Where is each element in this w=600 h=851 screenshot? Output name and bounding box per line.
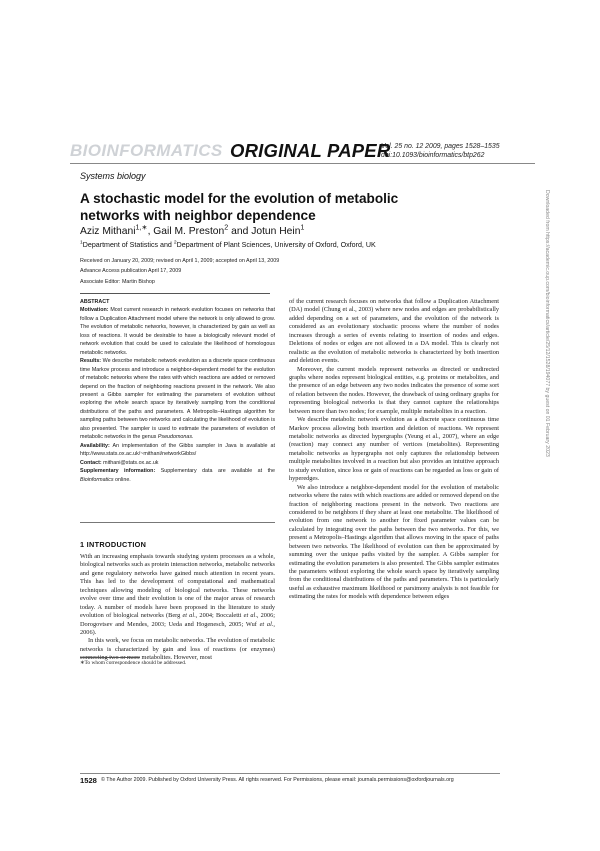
right-paragraph-4: We also introduce a neighbor-dependent model for the evolution of metabolic networks where the rates with which reactions are added or removed depend on the fraction of neighboring reactions present in the network. Two reactions are considered to be neighbors if they share at least one metabolite. The likelihood of evolution from one network to another for fixed parameter values can be calculated by integrating over the paths between the two networks. For this, we present a Metropolis–Hastings algorithm that allows moving in the space of paths between two networks. The likelihood of evolution can then be approximated by summing over the unique paths visited by the sampler. A Gibbs sampler for estimating the evolution parameters is also presented. The Gibbs sampler estimates the parameters without exploring the whole search space by iteratively sampling from the conditional distributions of the paths and parameters. This is particularly useful as exhaustive maximum likelihood or parsimony analysis is not feasible for estimating the rates for models with dependence between edges [289,483,499,601]
doi-line[interactable]: doi:10.1093/bioinformatics/btp262 [381,152,485,159]
affil-2: Department of Plant Sciences, University of Oxford, Oxford, UK [176,241,376,249]
intro-p1a: With an increasing emphasis towards studying system processes as a whole, biological networks such as protein interaction networks, metabolic networks and gene regulatory networks have gained much attention in recent years. This has led to the development of computational and mathematical techniques allowing modeling of biological networks. These networks evolve over time and their evolution is one of the major areas of research today. A number of models have been proposed in the literature to study evolution of biological networks (Berg [80,553,275,620]
right-column [289,298,499,602]
etal-2: et al [243,612,256,620]
contact-email[interactable]: mithani@stats.ox.ac.uk [101,459,159,466]
advance-access: Advance Access publication April 17, 2009 [80,268,182,275]
volume-line: Vol. 25 no. 12 2009, pages 1528–1535 [381,143,500,150]
abstract-motivation [80,306,275,357]
supp-label: Supplementary information: [80,468,156,475]
intro-paragraph-2: In this work, we focus on metabolic networks. The evolution of metabolic networks is characterized by gain and loss of reactions (or enzymes) connecting two or more metabolites. However, most [80,637,275,662]
author-list [80,222,305,237]
volume-info [381,142,500,160]
right-paragraph-1: of the current research focuses on networks that follow a Duplication Attachment (DA) model (Chung et al., 2003) where new nodes and edges are probabilistically added depending on a set of parameters, and the evolution of the network is considered as an evolutionary stochastic process where the number of nodes increases through a series of events relating to insertion of nodes and edges. Deletions of nodes or edges are not allowed in a DA model. This is clearly not realistic as the evolution of metabolic networks is characterized by both insertion and deletion events. [289,298,499,365]
abstract-bottom-rule [80,522,275,523]
supp-journal: Bioinformatics [80,476,114,483]
right-paragraph-3: We describe metabolic network evolution as a discrete space continuous time Markov process allowing both insertion and deletion of reactions. We represent metabolic networks as directed hypergraphs (Yeung et al., 2007), where an edge (reaction) may connect any number of vertices (metabolites). Representing metabolic networks as hypergraphs not only captures the relationship between multiple metabolites involved in a reaction but also provides an intuitive approach to study evolution, since loss or gain of reactions can be regarded as loss or gain of hyperedges. [289,416,499,483]
affiliations [80,241,376,249]
abstract-results [80,357,275,442]
etal-1: et al [182,612,195,620]
download-watermark-text: Downloaded from https://academic.oup.com/bioinformatics/article/25/12/1528/194077 by guest on 01 February 2023 [544,190,550,457]
results-label: Results: [80,358,102,365]
author-3[interactable]: Jotun Hein [251,226,301,237]
results-end: . [192,434,194,441]
author-1-affil: 1,∗ [135,222,148,232]
abstract-availability [80,442,275,459]
abstract-supplementary [80,467,275,484]
abstract-top-rule [80,293,270,294]
affil-2-mark: 2 [173,240,177,246]
copyright-line: © The Author 2009. Published by Oxford University Press. All rights reserved. For Permissions, please email: journals.permissions@oxfordjournals.org [101,777,454,783]
affil-1-mark: 1 [80,240,83,246]
affil-1: Department of Statistics and [82,241,174,249]
intro-heading: 1 INTRODUCTION [80,540,147,549]
abstract-contact [80,459,275,467]
received-dates: Received on January 20, 2009; revised on April 1, 2009; accepted on April 13, 2009 [80,258,280,264]
abstract-heading: ABSTRACT [80,299,110,305]
right-paragraph-2: Moreover, the current models represent networks as directed or undirected graphs where nodes represent biological entities, e.g. proteins or metabolites, and the presence of an edge between any two nodes indicates the presence of some sort of relation between the nodes. However, the drawback of using ordinary graphs for representing biological networks is that they cannot capture the relationships between more than two nodes; for example, multiple metabolites in a reaction. [289,365,499,415]
author-3-affil: 1 [300,222,305,232]
intro-p1c: ., 2006; Dorogovtsev and Mendes, 2003; Ueda and Hogenesch, 2005; Wuf [80,612,275,628]
motivation-text: Most current research in network evolution focuses on networks that follow a Duplication Attachment model where the network is only allowed to grow. The evolution of metabolic networks, however, is characterized by gain as well as loss of reactions. It would be desirable to have a biologically relevant model of network evolution that could be used to calculate the likelihood of homologous metabolic networks. [80,307,275,356]
publication-dates [80,256,520,287]
motivation-label: Motivation: [80,307,109,314]
genus-name: Pseudomonas [157,434,192,441]
paper-type: ORIGINAL PAPER [230,140,391,161]
author-2[interactable]: Gail M. Preston [153,226,225,237]
associate-editor: Associate Editor: Martin Bishop [80,278,155,285]
page-number: 1528 [80,776,97,785]
supp-text: Supplementary data are available at the [155,468,275,475]
intro-p1b: ., 2004; Boccaletti [194,612,244,620]
author-1[interactable]: Aziz Mithani [80,226,136,237]
section-label: Systems biology [80,171,146,181]
footer-rule [80,773,500,774]
journal-name: BIOINFORMATICS [70,141,223,160]
footnote-rule [80,657,140,658]
intro-column [80,553,275,663]
header-rule [70,163,535,164]
supp-end: online. [113,476,131,483]
author-sep-1: , [147,226,154,237]
author-2-affil: 2 [224,222,229,232]
intro-paragraph-1 [80,553,275,637]
results-text: We describe metabolic network evolution as a discrete space continuous time Markov process and introduce a neighbor-dependent model for the evolution of metabolic networks where the rates with which reactions are added or removed depend on the fraction of neighboring reactions present in the network. We also present a Gibbs sampler for estimating the parameters of evolution without exploring the whole search space by iteratively sampling from the conditional distributions of the paths and parameters. A Metropolis–Hastings algorithm for sampling paths between two networks and calculating the likelihood of evolution is also presented. The sampler is used to estimate the parameters of evolution of metabolic networks in the genus [80,358,275,441]
intro-p1d: ., 2006). [80,620,275,636]
article-title: A stochastic model for the evolution of metabolic networks with neighbor dependence [80,191,399,223]
etal-3: et al [259,620,272,628]
availability-label: Availability: [80,442,110,449]
availability-text[interactable]: An implementation of the Gibbs sampler in Java is available at http://www.stats.ox.ac.uk/~mithani/networkGibbs/ [80,442,275,458]
footnote: ∗To whom correspondence should be addressed. [80,660,187,666]
download-watermark [541,190,553,630]
contact-label: Contact: [80,459,102,466]
abstract [80,298,275,484]
author-sep-2: and [228,226,252,237]
